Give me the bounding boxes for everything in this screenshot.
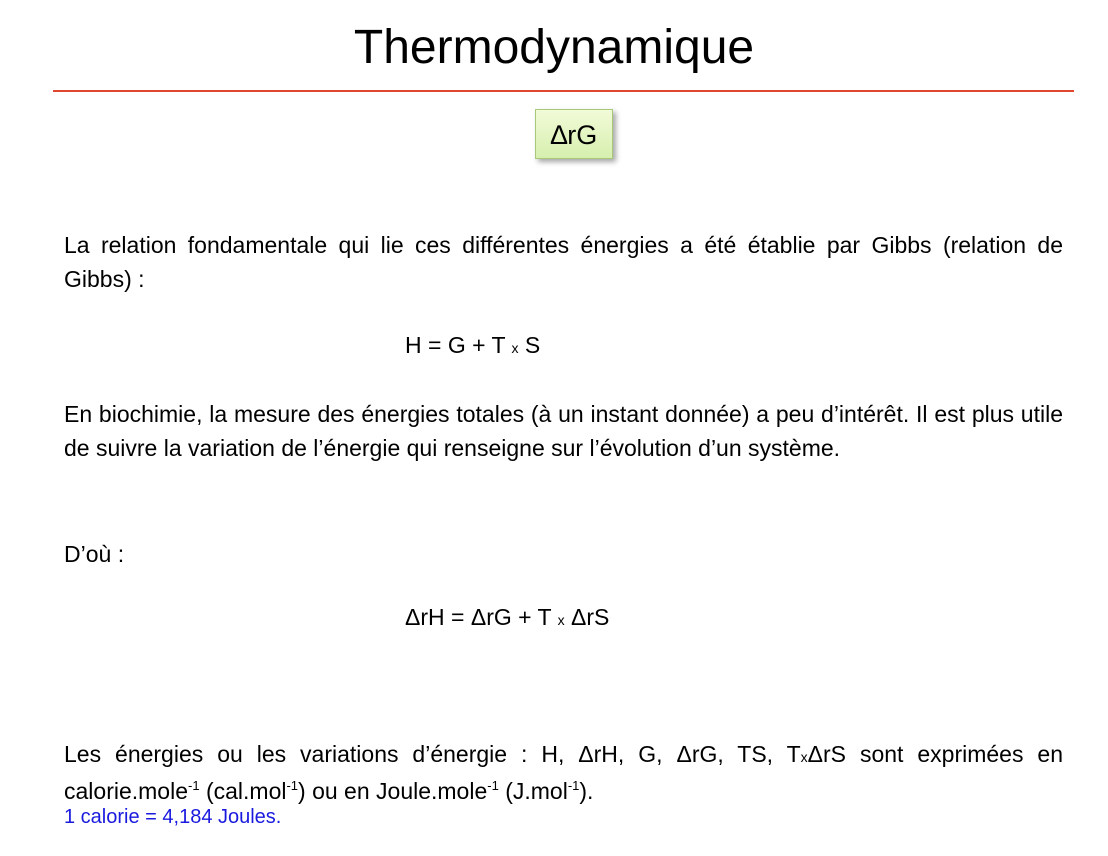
units-paragraph [64,737,1063,808]
slide-title: Thermodynamique [353,21,755,74]
units-text-c: (cal.mol [199,778,287,804]
equation-lhs: ΔrH = ΔrG + T [405,604,558,630]
equation-rhs: ΔrS [564,604,610,630]
units-text-a: Les énergies ou les variations d’énergie : H, ΔrH, G, ΔrG, TS, T [64,741,801,767]
exponent: -1 [487,778,499,793]
gibbs-relation-paragraph: La relation fondamentale qui lie ces différentes énergies a été établie par Gibbs (relation de Gibbs) : [64,232,1063,292]
title-divider [53,90,1074,92]
delta-rg-badge: ∆rG [535,109,613,159]
gibbs-equation [405,328,540,365]
dou-text: D’où : [64,541,125,567]
units-text-e: (J.mol [498,778,568,804]
exponent: -1 [188,778,200,793]
calorie-conversion-note: 1 calorie = 4,184 Joules. [64,806,282,828]
times-symbol: x [511,340,519,356]
equation-rhs: S [518,332,541,358]
equation-lhs: H = G + T [405,332,512,358]
times-symbol: x [800,749,808,765]
units-text-b: ΔrS sont exprimées en calorie.mole [64,741,1063,804]
units-text-f: ). [579,778,594,804]
biochemistry-paragraph: En biochimie, la mesure des énergies totales (à un instant donnée) a peu d’intérêt. Il est plus utile de suivre la variation de l’énergie qui renseigne sur l’évolution d’un système. [64,401,1063,461]
units-text-d: ) ou en Joule.mole [298,778,488,804]
times-symbol: x [557,612,565,628]
exponent: -1 [286,778,299,793]
exponent: -1 [567,778,580,793]
delta-equation [405,600,609,637]
